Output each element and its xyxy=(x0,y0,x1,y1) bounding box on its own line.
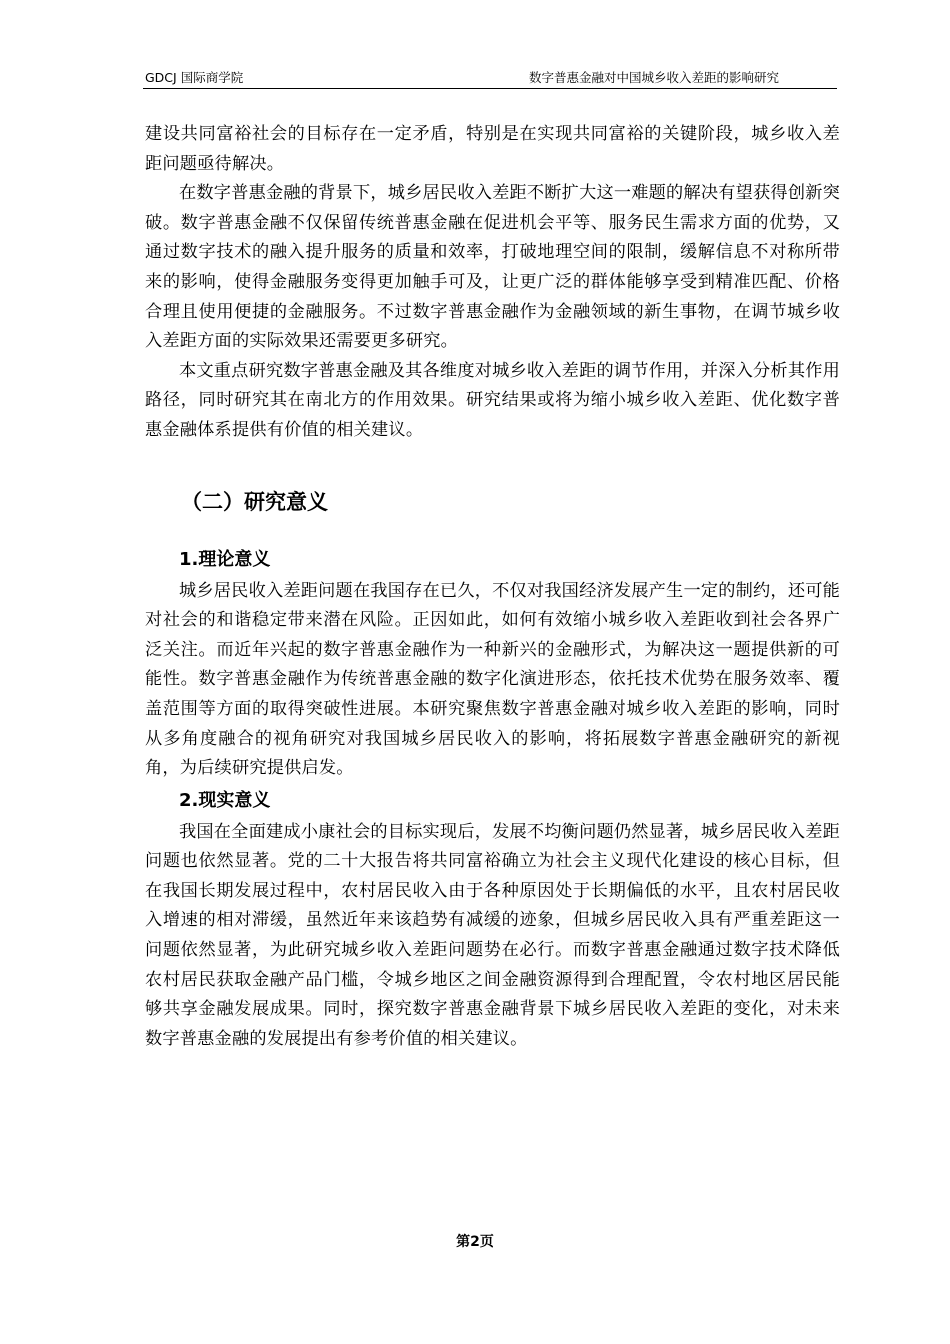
subsection-heading-practical: 2.现实意义 xyxy=(179,789,271,811)
paragraph-research-focus: 本文重点研究数字普惠金融及其各维度对城乡收入差距的调节作用，并深入分析其作用路径，同时研究其在南北方的作用效果。研究结果或将为缩小城乡收入差距、优化数字普惠金融体系提供有价值的相关建议。 xyxy=(145,360,840,440)
header-institution: GDCJ 国际商学院 xyxy=(145,70,244,85)
paragraph-practical-significance: 我国在全面建成小康社会的目标实现后，发展不均衡问题仍然显著，城乡居民收入差距问题也依然显著。党的二十大报告将共同富裕确立为社会主义现代化建设的核心目标，但在我国长期发展过程中，农村居民收入由于各种原因处于长期偏低的水平，且农村居民收入增速的相对滞缓，虽然近年来该趋势有减缓的迹象，但城乡居民收入具有严重差距这一问题依然显著，为此研究城乡收入差距问题势在必行。而数字普惠金融通过数字技术降低农村居民获取金融产品门槛，令城乡地区之间金融资源得到合理配置，令农村地区居民能够共享金融发展成果。同时，探究数字普惠金融背景下城乡居民收入差距的变化，对未来数字普惠金融的发展提出有参考价值的相关建议。 xyxy=(145,821,840,1049)
paragraph-theoretical-significance: 城乡居民收入差距问题在我国存在已久，不仅对我国经济发展产生一定的制约，还可能对社会的和谐稳定带来潜在风险。正因如此，如何有效缩小城乡收入差距收到社会各界广泛关注。而近年兴起的数字普惠金融作为一种新兴的金融形式，为解决这一题提供新的可能性。数字普惠金融作为传统普惠金融的数字化演进形态，依托技术优势在服务效率、覆盖范围等方面的取得突破性进展。本研究聚焦数字普惠金融对城乡收入差距的影响，同时从多角度融合的视角研究对我国城乡居民收入的影响，将拓展数字普惠金融研究的新视角，为后续研究提供启发。 xyxy=(145,580,840,779)
page-number: 第2页 xyxy=(456,1234,494,1250)
paragraph-continued: 建设共同富裕社会的目标存在一定矛盾，特别是在实现共同富裕的关键阶段，城乡收入差距问题亟待解决。 xyxy=(145,124,840,174)
header-paper-title: 数字普惠金融对中国城乡收入差距的影响研究 xyxy=(528,70,779,85)
page-header xyxy=(143,64,837,89)
paragraph-digital-finance-background: 在数字普惠金融的背景下，城乡居民收入差距不断扩大这一难题的解决有望获得创新突破。数字普惠金融不仅保留传统普惠金融在促进机会平等、服务民生需求方面的优势，又通过数字技术的融入提升服务的质量和效率，打破地理空间的限制，缓解信息不对称所带来的影响，使得金融服务变得更加触手可及，让更广泛的群体能够享受到精准匹配、价格合理且使用便捷的金融服务。不过数字普惠金融作为金融领域的新生事物，在调节城乡收入差距方面的实际效果还需要更多研究。 xyxy=(145,183,840,352)
section-heading: （二）研究意义 xyxy=(181,489,328,514)
subsection-heading-theoretical: 1.理论意义 xyxy=(179,548,271,570)
page-content xyxy=(145,120,840,1054)
